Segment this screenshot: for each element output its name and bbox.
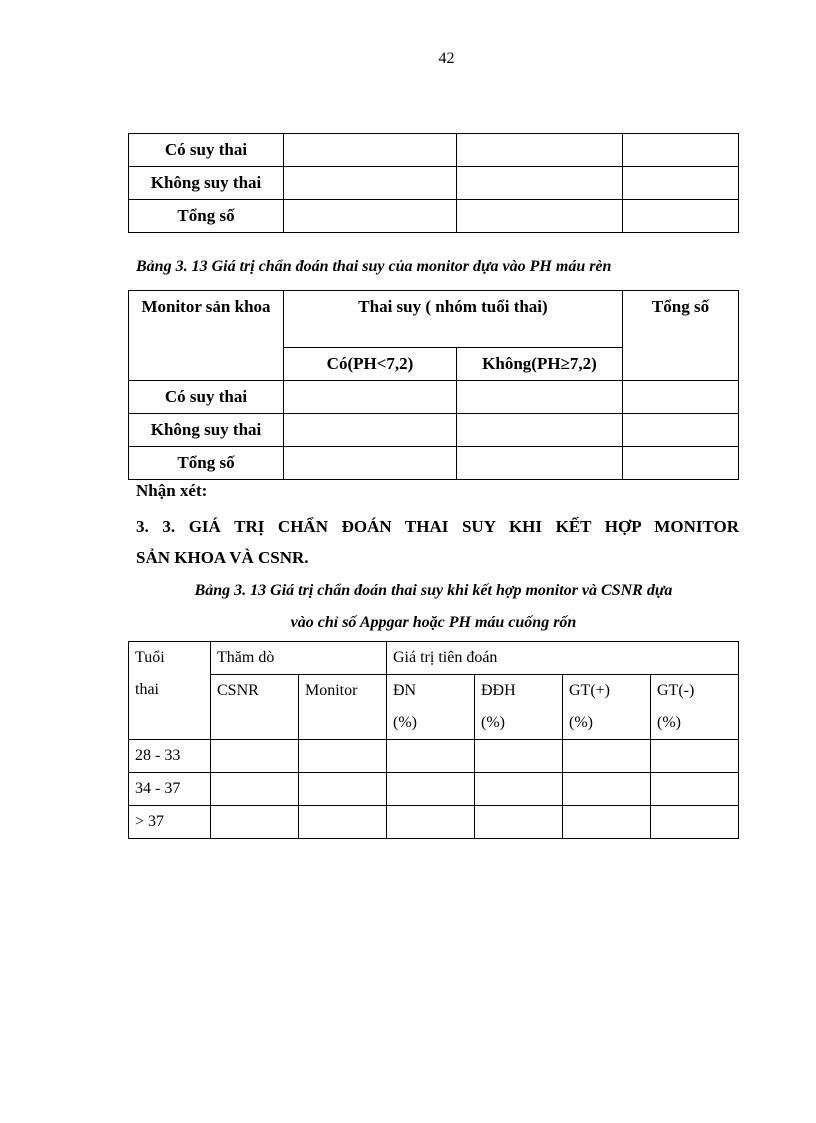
subheader-yes: Có(PH<7,2) — [284, 348, 457, 381]
table-combined-value — [128, 641, 739, 839]
row-label: 28 - 33 — [129, 740, 211, 773]
row-label: 34 - 37 — [129, 773, 211, 806]
header-thai-suy: Thai suy ( nhóm tuổi thai) — [284, 291, 623, 348]
table-row — [129, 381, 739, 414]
header-total: Tổng số — [623, 291, 739, 381]
row-label: Tổng số — [129, 447, 284, 480]
header-csnr: CSNR — [211, 675, 299, 740]
table-row — [129, 200, 739, 233]
header-gt-pos: GT(+) (%) — [563, 675, 651, 740]
header-gt-neg: GT(-) (%) — [651, 675, 739, 740]
table-continued — [128, 133, 739, 233]
section-heading-cont: SẢN KHOA VÀ CSNR. — [136, 548, 309, 567]
row-label: Có suy thai — [129, 134, 284, 167]
table-row — [129, 167, 739, 200]
header-monitor: Monitor — [299, 675, 387, 740]
row-label: Tổng số — [129, 200, 284, 233]
subheader-no: Không(PH≥7,2) — [457, 348, 623, 381]
page-number: 42 — [438, 50, 455, 67]
header-predictive: Giá trị tiên đoán — [387, 642, 739, 675]
table-monitor-ph — [128, 290, 739, 480]
header-probe: Thăm dò — [211, 642, 387, 675]
header-age: Tuổi thai — [129, 642, 211, 740]
section-heading: 3. 3. GIÁ TRỊ CHẨN ĐOÁN THAI SUY KHI KẾT HỢP MONITOR — [136, 517, 739, 536]
table-row — [129, 447, 739, 480]
table-row — [129, 806, 739, 839]
table-row — [129, 134, 739, 167]
header-monitor: Monitor sản khoa — [129, 291, 284, 381]
table-caption: Bảng 3. 13 Giá trị chẩn đoán thai suy của monitor dựa vào PH máu rèn — [136, 258, 612, 275]
row-label: Không suy thai — [129, 167, 284, 200]
remark-label: Nhận xét: — [136, 481, 208, 500]
row-label: Có suy thai — [129, 381, 284, 414]
header-dn: ĐN (%) — [387, 675, 475, 740]
table-row — [129, 740, 739, 773]
table-row — [129, 773, 739, 806]
row-label: > 37 — [129, 806, 211, 839]
row-label: Không suy thai — [129, 414, 284, 447]
table-caption-2: Bảng 3. 13 Giá trị chẩn đoán thai suy khi kết hợp monitor và CSNR dựa vào chỉ số Appgar hoặc PH máu cuống rốn — [194, 582, 673, 631]
table-row — [129, 414, 739, 447]
header-ddh: ĐĐH (%) — [475, 675, 563, 740]
